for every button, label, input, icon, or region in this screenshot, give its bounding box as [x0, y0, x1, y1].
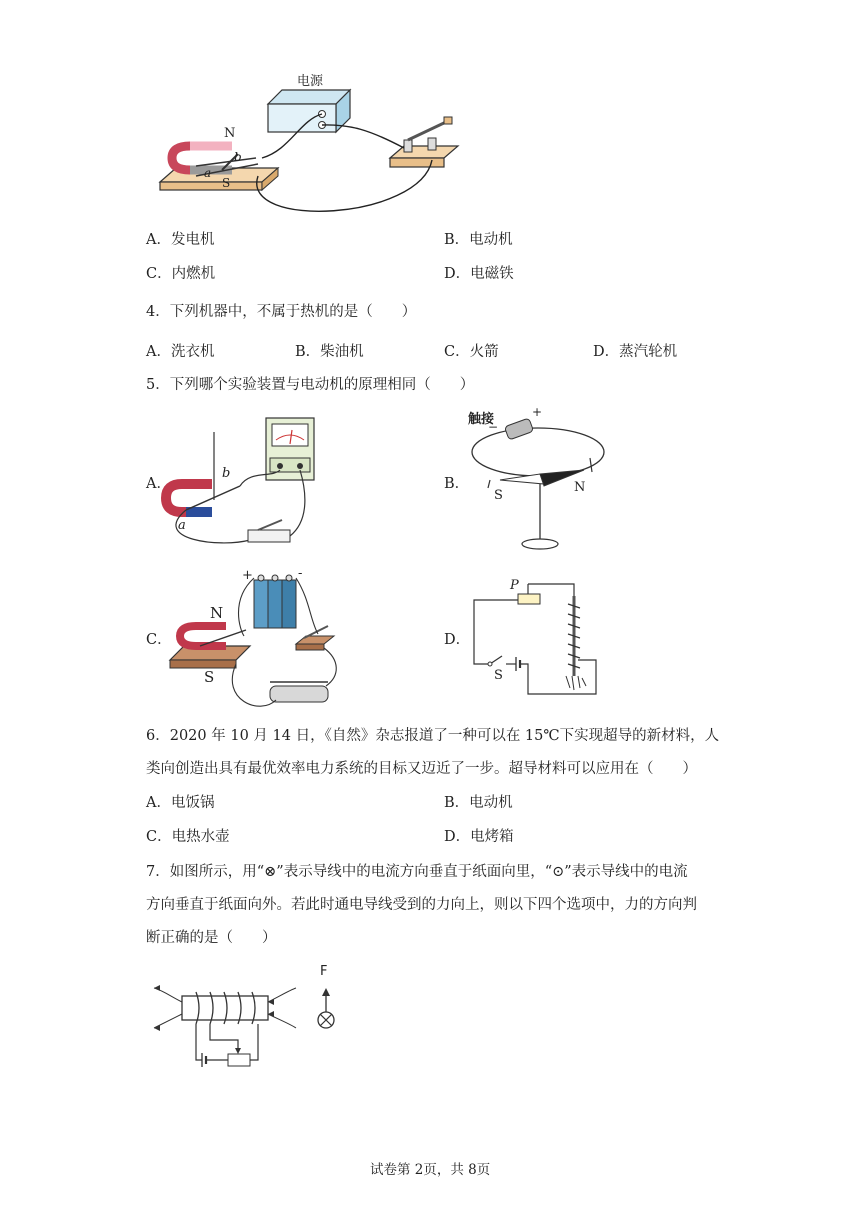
q3-option-a[interactable]: A．发电机: [146, 232, 215, 248]
fig-d-s-label: S: [494, 668, 503, 683]
fig-b-s-label: S: [494, 488, 503, 503]
fig-c-plus: +: [242, 568, 253, 583]
q3-option-b[interactable]: B．电动机: [444, 232, 513, 248]
q7-stem-line1: 7．如图所示，用“⊗”表示导线中的电流方向垂直于纸面向里，“⊙”表示导线中的电流: [146, 864, 688, 880]
magnet-s-label: S: [222, 176, 231, 190]
q6-option-a[interactable]: A．电饭锅: [146, 795, 215, 811]
fig-b-plus: +: [532, 405, 543, 419]
q3-option-d[interactable]: D．电磁铁: [444, 266, 514, 282]
fig-c-s-label: S: [204, 668, 215, 686]
q5-option-b-label[interactable]: B．: [444, 476, 470, 492]
power-supply-label: 电源: [297, 74, 324, 89]
q4-option-d[interactable]: D．蒸汽轮机: [593, 344, 678, 360]
fig-a-label-a: a: [178, 518, 186, 533]
fig-b-minus: −: [488, 420, 499, 434]
fig-c-n-label: N: [210, 604, 224, 622]
q6-stem-line2: 类向创造出具有最优效率电力系统的目标又迈近了一步。超导材料可以应用在（ ）: [146, 761, 697, 777]
q4-stem: 4．下列机器中，不属于热机的是（ ）: [146, 304, 417, 320]
page-footer: 试卷第 2页，共 8页: [370, 1162, 491, 1178]
q6-option-b[interactable]: B．电动机: [444, 795, 513, 811]
q3-option-c[interactable]: C．内燃机: [146, 266, 216, 282]
magnet-n-label: N: [224, 126, 236, 141]
q5-stem: 5．下列哪个实验装置与电动机的原理相同（ ）: [146, 377, 475, 393]
rod-a-label: a: [204, 166, 212, 180]
q5-option-a-label[interactable]: A．: [146, 476, 171, 492]
q4-option-b[interactable]: B．柴油机: [295, 344, 364, 360]
q6-option-c[interactable]: C．电热水壶: [146, 829, 230, 845]
q4-option-a[interactable]: A．洗衣机: [146, 344, 215, 360]
fig-b-n-label: N: [574, 480, 586, 495]
q7-force-f-label: F: [320, 964, 328, 979]
fig-a-label-b: b: [222, 466, 231, 481]
fig-c-minus: -: [298, 566, 303, 581]
q6-option-d[interactable]: D．电烤箱: [444, 829, 514, 845]
rod-b-label: b: [234, 150, 242, 164]
fig-b-contact-label: 触接: [468, 412, 495, 427]
fig-d-p-label: P: [510, 578, 519, 593]
q4-option-c[interactable]: C．火箭: [444, 344, 499, 360]
q5-option-c-label[interactable]: C．: [146, 632, 172, 648]
q7-stem-line3: 断正确的是（ ）: [146, 930, 277, 946]
q6-stem-line1: 6．2020 年 10 月 14 日，《自然》杂志报道了一种可以在 15℃下实现超导的新材料，人: [146, 728, 720, 744]
q7-stem-line2: 方向垂直于纸面向外。若此时通电导线受到的力向上，则以下四个选项中，力的方向判: [146, 897, 697, 913]
q5-option-d-label[interactable]: D．: [444, 632, 471, 648]
